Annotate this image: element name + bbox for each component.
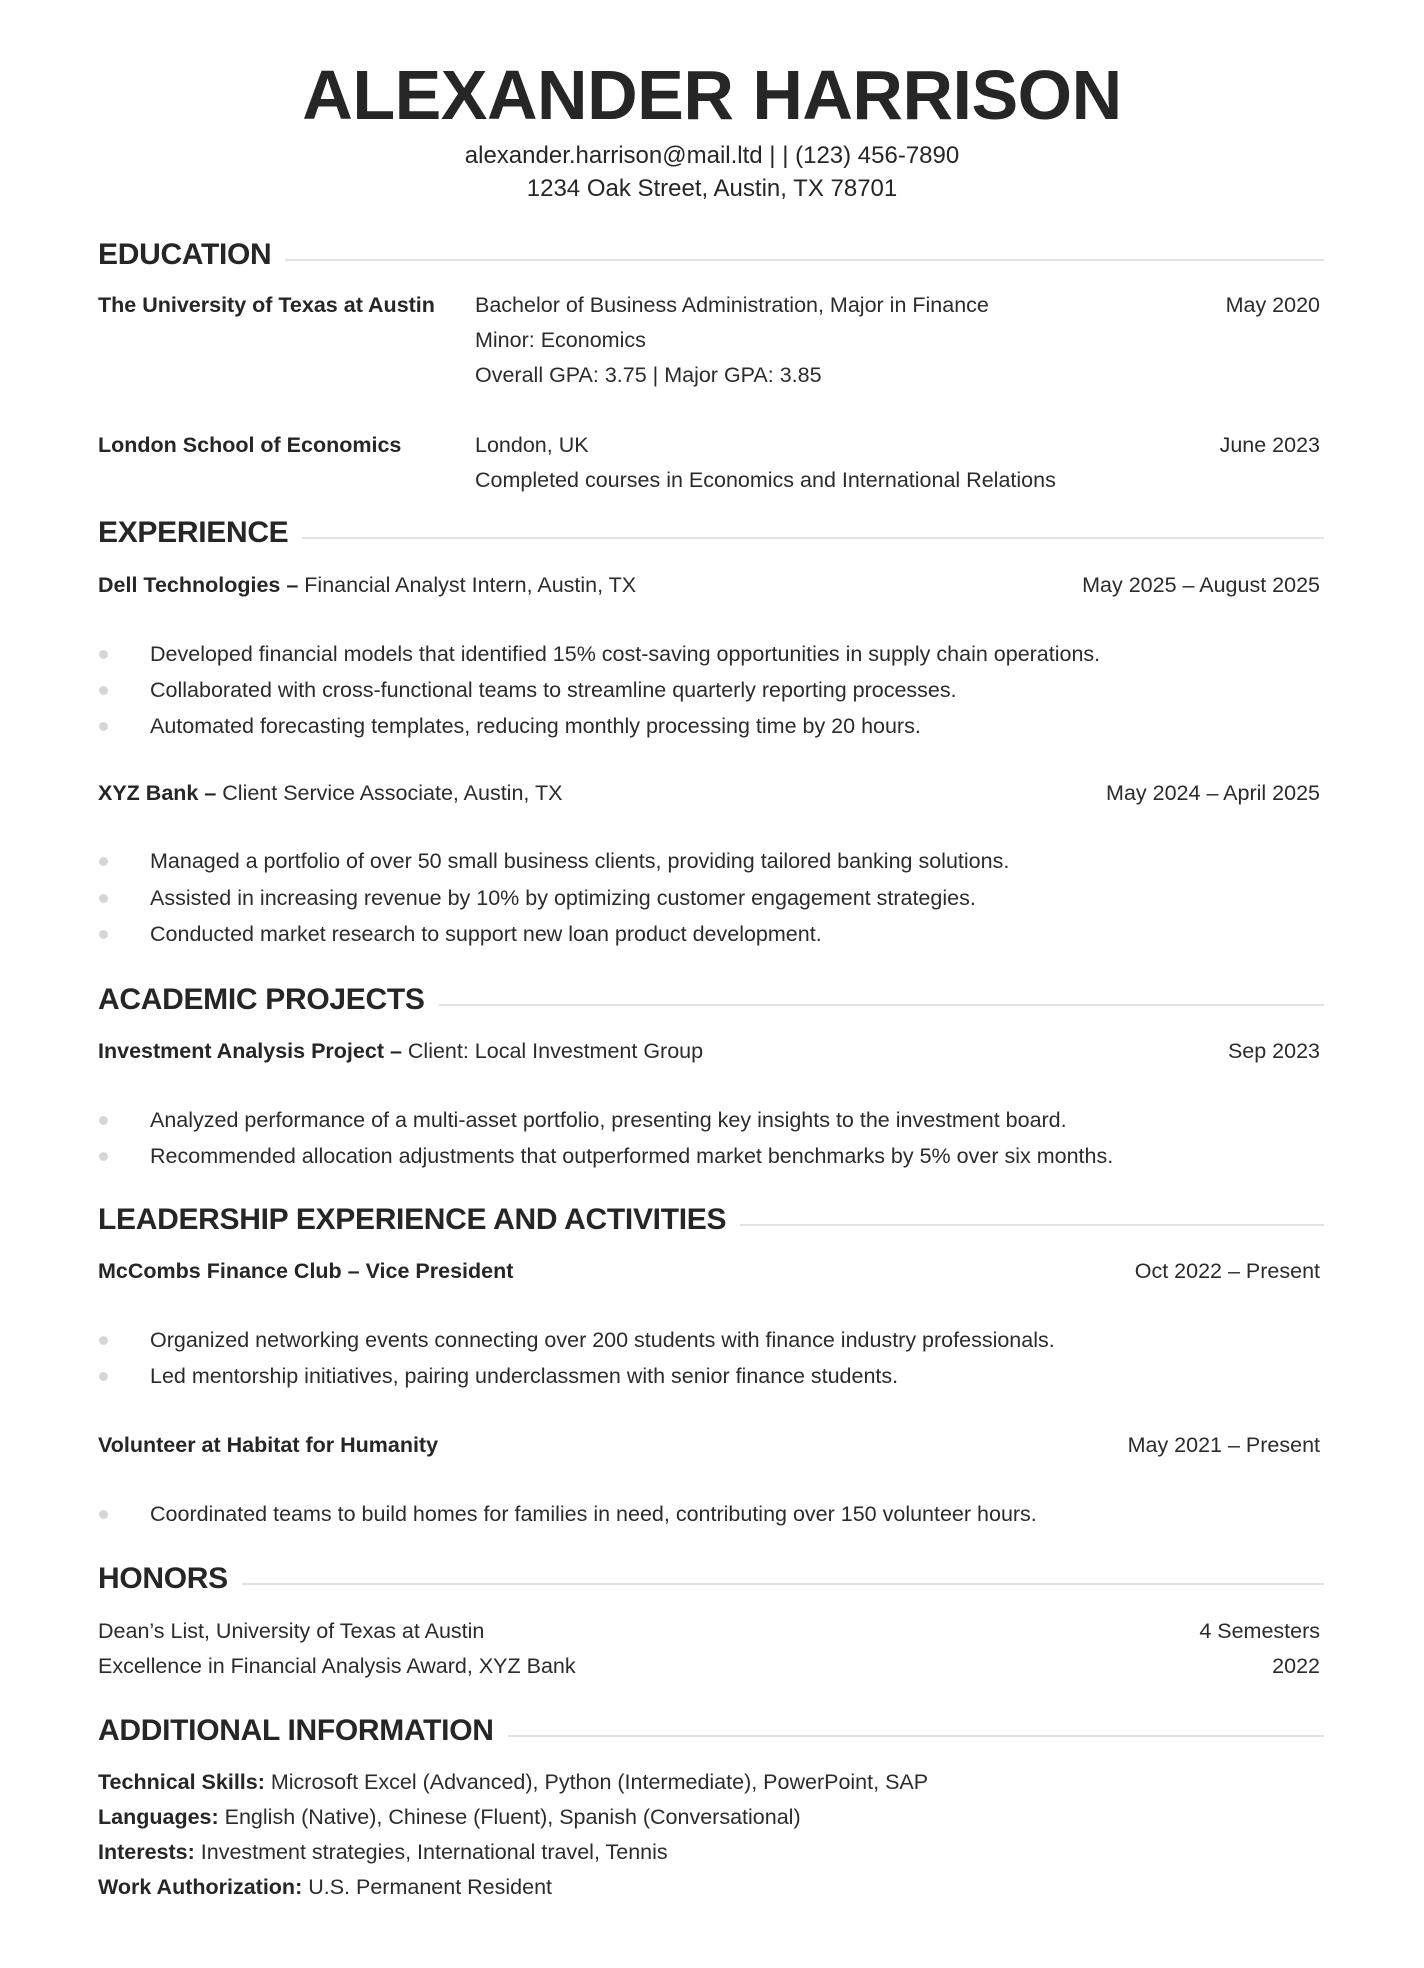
- honor-entry: [98, 1651, 1320, 1681]
- bullet-icon: [99, 686, 108, 695]
- bullet-icon: [99, 857, 108, 866]
- honor-name: Dean’s List, University of Texas at Austin: [98, 1619, 485, 1643]
- bullet-text: Led mentorship initiatives, pairing underclassmen with senior finance students.: [150, 1364, 899, 1388]
- section-divider: [242, 1583, 1324, 1585]
- job-role: Client Service Associate, Austin, TX: [216, 781, 563, 805]
- section-experience: [98, 513, 1324, 553]
- section-education: [98, 235, 1324, 275]
- info-interests: [98, 1837, 668, 1867]
- project-name: Investment Analysis Project –: [98, 1039, 402, 1063]
- bullet-text: Conducted market research to support new loan product development.: [150, 922, 822, 946]
- degree: Bachelor of Business Administration, Major in Finance: [475, 293, 989, 317]
- list-item: [98, 1141, 1320, 1171]
- list-item: [98, 1325, 1320, 1355]
- employer: Dell Technologies –: [98, 573, 299, 597]
- section-divider: [508, 1735, 1324, 1737]
- section-title: EXPERIENCE: [98, 516, 289, 549]
- gpa: Overall GPA: 3.75 | Major GPA: 3.85: [475, 363, 822, 387]
- date: Oct 2022 – Present: [1134, 1259, 1320, 1283]
- list-item: [98, 883, 1320, 913]
- honor-entry: [98, 1616, 1320, 1646]
- info-technical-skills: [98, 1767, 928, 1797]
- bullet-icon: [99, 1510, 108, 1519]
- list-item: [98, 1105, 1320, 1135]
- activity-name: Volunteer at Habitat for Humanity: [98, 1433, 439, 1457]
- bullet-icon: [99, 1116, 108, 1125]
- list-item: [98, 1499, 1320, 1529]
- project-entry: [98, 1036, 1320, 1066]
- info-value: U.S. Permanent Resident: [302, 1875, 552, 1899]
- education-entry: [98, 290, 1320, 320]
- date: May 2021 – Present: [1127, 1433, 1320, 1457]
- employer: XYZ Bank –: [98, 781, 217, 805]
- school-name: London School of Economics: [98, 433, 402, 457]
- bullet-text: Managed a portfolio of over 50 small business clients, providing tailored banking solutions.: [150, 849, 1010, 873]
- info-label: Languages:: [98, 1805, 219, 1829]
- education-entry: [98, 430, 1320, 460]
- section-title: HONORS: [98, 1562, 228, 1595]
- info-label: Interests:: [98, 1840, 195, 1864]
- contact-line: alexander.harrison@mail.ltd | | (123) 456-7890: [464, 142, 960, 169]
- job-entry: [98, 778, 1320, 808]
- bullet-text: Developed financial models that identified 15% cost-saving opportunities in supply chain operations.: [150, 642, 1101, 666]
- honor-detail: 2022: [1272, 1654, 1320, 1678]
- job-role: Financial Analyst Intern, Austin, TX: [298, 573, 637, 597]
- list-item: [98, 675, 1320, 705]
- info-value: English (Native), Chinese (Fluent), Spanish (Conversational): [218, 1805, 801, 1829]
- bullet-icon: [99, 1372, 108, 1381]
- location: London, UK: [475, 433, 589, 457]
- section-title: ADDITIONAL INFORMATION: [98, 1714, 494, 1747]
- bullet-text: Organized networking events connecting over 200 students with finance industry professionals.: [150, 1328, 1055, 1352]
- bullet-icon: [99, 1152, 108, 1161]
- section-title: LEADERSHIP EXPERIENCE AND ACTIVITIES: [98, 1203, 727, 1236]
- section-title: EDUCATION: [98, 238, 272, 271]
- bullet-text: Automated forecasting templates, reducing monthly processing time by 20 hours.: [150, 714, 921, 738]
- bullet-text: Coordinated teams to build homes for families in need, contributing over 150 volunteer hours.: [150, 1502, 1037, 1526]
- date: Sep 2023: [1227, 1039, 1320, 1063]
- bullet-icon: [99, 1336, 108, 1345]
- date: May 2025 – August 2025: [1082, 573, 1320, 597]
- activity-entry: [98, 1256, 1320, 1286]
- bullet-text: Analyzed performance of a multi-asset portfolio, presenting key insights to the investment board.: [150, 1108, 1067, 1132]
- section-honors: [98, 1559, 1324, 1599]
- date: May 2024 – April 2025: [1106, 781, 1320, 805]
- info-value: Microsoft Excel (Advanced), Python (Intermediate), PowerPoint, SAP: [264, 1770, 929, 1794]
- section-divider: [302, 537, 1324, 539]
- info-label: Technical Skills:: [98, 1770, 265, 1794]
- address: 1234 Oak Street, Austin, TX 78701: [526, 175, 898, 202]
- bullet-icon: [99, 894, 108, 903]
- activity-entry: [98, 1430, 1320, 1460]
- list-item: [98, 1361, 1320, 1391]
- info-label: Work Authorization:: [98, 1875, 303, 1899]
- info-value: Investment strategies, International travel, Tennis: [194, 1840, 668, 1864]
- section-additional-information: [98, 1711, 1324, 1751]
- list-item: [98, 919, 1320, 949]
- section-academic-projects: [98, 980, 1324, 1020]
- candidate-name: ALEXANDER HARRISON: [302, 56, 1122, 134]
- coursework: Completed courses in Economics and International Relations: [475, 468, 1056, 492]
- date: May 2020: [1225, 293, 1320, 317]
- section-divider: [740, 1224, 1324, 1226]
- bullet-text: Assisted in increasing revenue by 10% by optimizing customer engagement strategies.: [150, 886, 976, 910]
- list-item: [98, 711, 1320, 741]
- project-client: Client: Local Investment Group: [401, 1039, 704, 1063]
- education-detail: [98, 360, 1320, 390]
- bullet-icon: [99, 930, 108, 939]
- education-detail: [98, 465, 1320, 495]
- list-item: [98, 846, 1320, 876]
- info-languages: [98, 1802, 801, 1832]
- honor-detail: 4 Semesters: [1199, 1619, 1320, 1643]
- bullet-text: Collaborated with cross-functional teams to streamline quarterly reporting processes.: [150, 678, 957, 702]
- job-entry: [98, 570, 1320, 600]
- bullet-icon: [99, 722, 108, 731]
- activity-name: McCombs Finance Club – Vice President: [98, 1259, 514, 1283]
- minor: Minor: Economics: [475, 328, 646, 352]
- list-item: [98, 639, 1320, 669]
- date: June 2023: [1219, 433, 1320, 457]
- honor-name: Excellence in Financial Analysis Award, XYZ Bank: [98, 1654, 576, 1678]
- info-work-authorization: [98, 1872, 552, 1902]
- section-leadership: [98, 1200, 1324, 1240]
- school-name: The University of Texas at Austin: [98, 293, 435, 317]
- education-detail: [98, 325, 1320, 355]
- section-divider: [285, 259, 1324, 261]
- bullet-text: Recommended allocation adjustments that outperformed market benchmarks by 5% over six months.: [150, 1144, 1114, 1168]
- section-title: ACADEMIC PROJECTS: [98, 983, 425, 1016]
- section-divider: [439, 1004, 1324, 1006]
- bullet-icon: [99, 650, 108, 659]
